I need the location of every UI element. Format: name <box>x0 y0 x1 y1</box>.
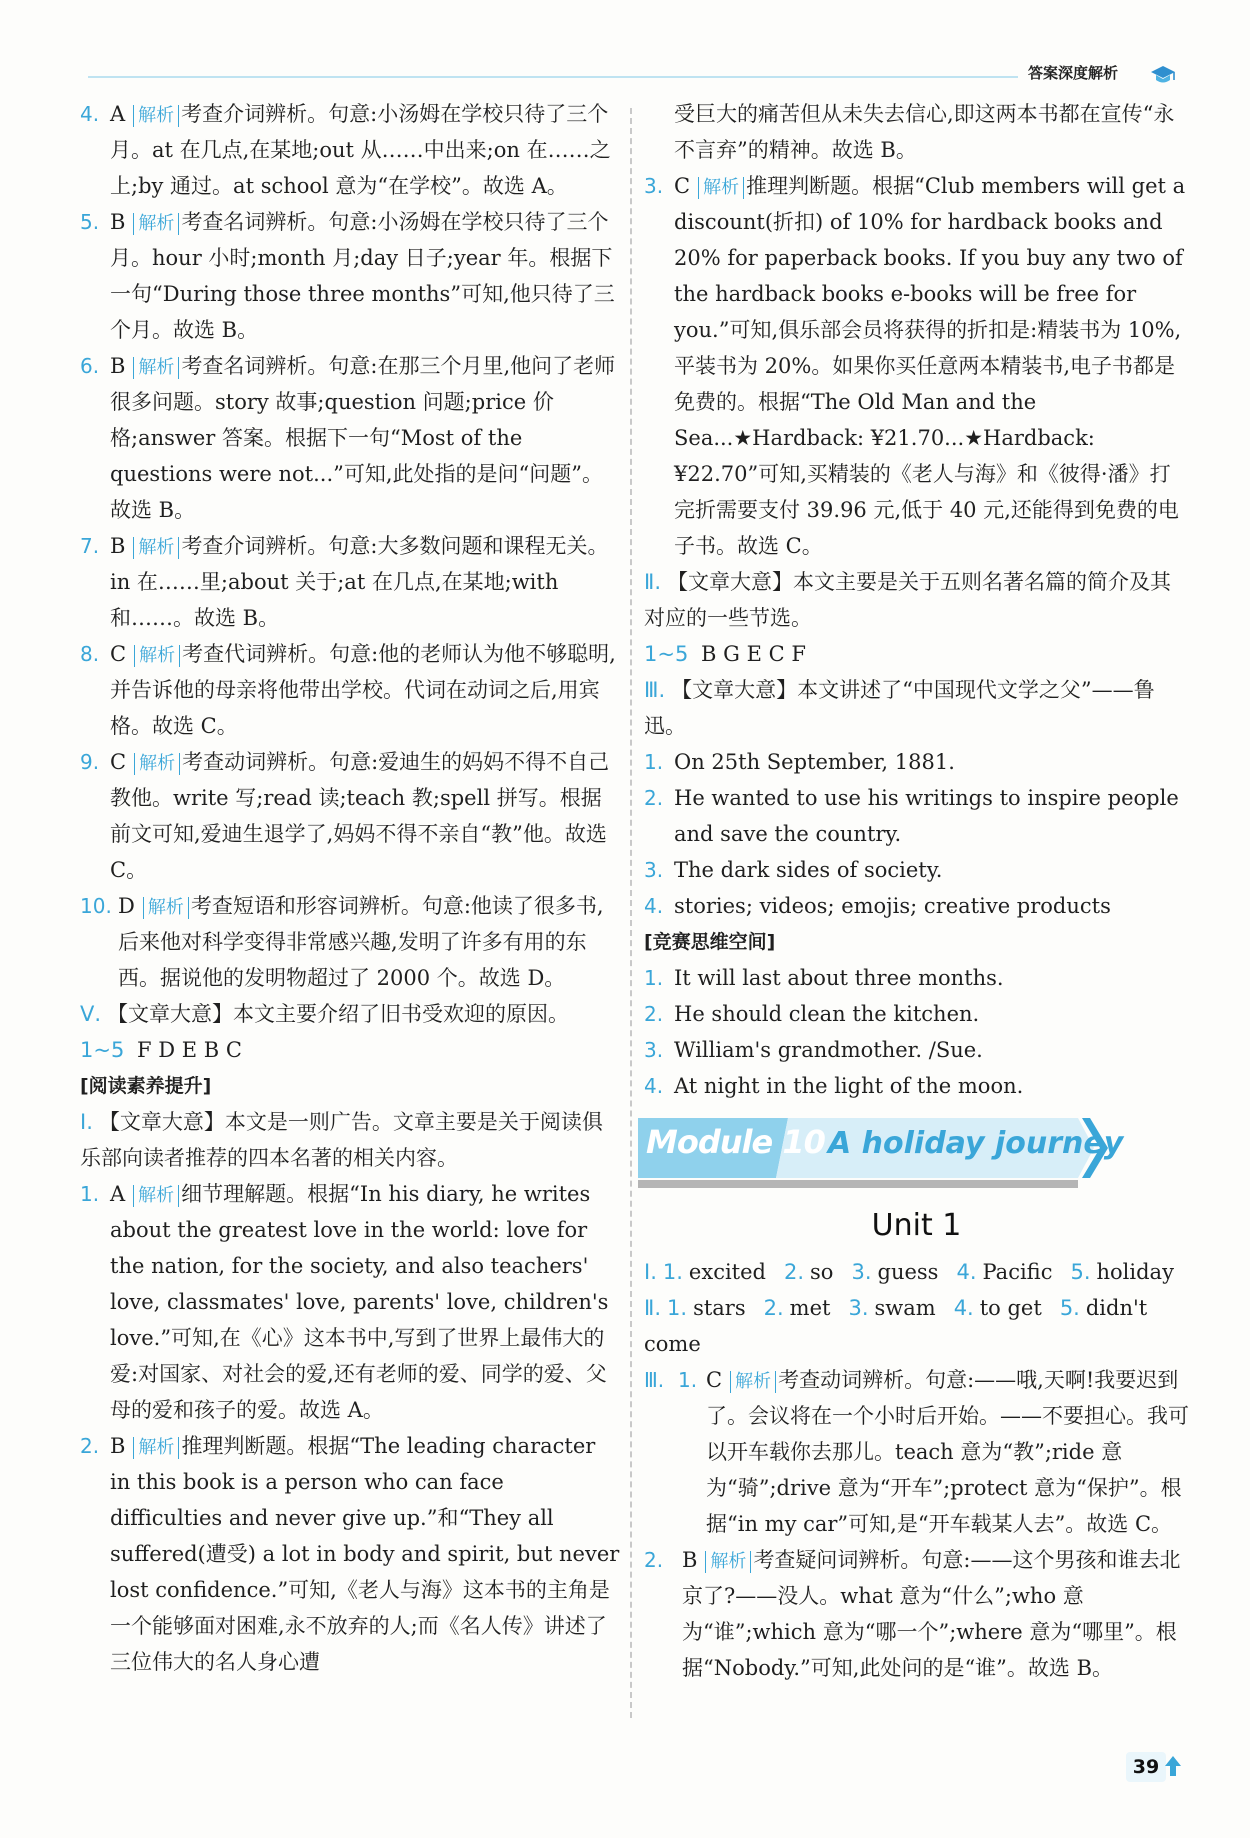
fill-row-i <box>644 1254 1189 1290</box>
item-number: 2. <box>644 1002 664 1026</box>
fill-word: so <box>810 1260 834 1284</box>
fill-section-numeral: Ⅱ. <box>644 1296 662 1320</box>
section-iii-b-numeral: Ⅲ. <box>644 1368 665 1392</box>
fill-word: holiday <box>1096 1260 1174 1284</box>
item-number: 10. <box>80 894 112 918</box>
item-explanation: 考查动词辨析。句意:——哦,天啊!我要迟到了。会议将在一个小时后开始。——不要担心。我可以开车载你去那儿。teach 意为“教”;ride 意为“骑”;drive 意为“开车”;protect 意为“保护”。根据“in my car”可知,是“开车载某人去”。故选 C。 <box>706 1368 1189 1536</box>
answer-item <box>80 636 620 744</box>
answer-item <box>644 1542 1189 1686</box>
answer-item <box>80 204 620 348</box>
item-explanation: It will last about three months. <box>674 966 1004 990</box>
item-answer: D <box>118 894 135 918</box>
item-answer: C <box>110 750 127 774</box>
header-rule <box>88 76 1018 78</box>
item-number: 4. <box>644 1074 664 1098</box>
contest-answer-list <box>644 960 1189 1104</box>
section-iii-numeral: Ⅲ. <box>644 678 666 702</box>
analysis-tag: 解析 <box>705 1551 751 1573</box>
item-answer: B <box>682 1548 698 1572</box>
fill-number: 3. <box>848 1296 869 1320</box>
fill-number: 5. <box>1070 1260 1091 1284</box>
continuation-text: 受巨大的痛苦但从未失去信心,即这两本书都在宣传“永不言弃”的精神。故选 B。 <box>674 102 1175 162</box>
analysis-tag: 解析 <box>133 357 179 379</box>
fill-word: stars <box>693 1296 746 1320</box>
analysis-tag: 解析 <box>133 537 179 559</box>
fill-number: 2. <box>763 1296 784 1320</box>
header-title: 答案深度解析 <box>1028 64 1119 82</box>
fill-section-numeral: Ⅰ. <box>644 1260 657 1284</box>
graduation-cap-icon <box>1150 64 1176 86</box>
analysis-tag: 解析 <box>134 753 180 775</box>
item-explanation: He wanted to use his writings to inspire people and save the country. <box>674 786 1179 846</box>
item-number: 2. <box>644 786 664 810</box>
item-number: 2. <box>80 1434 100 1458</box>
item-number: 6. <box>80 354 100 378</box>
item-explanation: 细节理解题。根据“In his diary, he writes about the greatest love in the world: love for the nation, for the society, and also teachers' love, classmates' love, parents' love, children's love.”可知,在《心》这本书中,写到了世界上最伟大的爱:对国家、对社会的爱,还有老师的爱、同学的爱、父母的爱和孩子的爱。故选 A。 <box>110 1182 609 1422</box>
module-label: Module 10 <box>646 1123 825 1161</box>
answer-item <box>80 888 620 996</box>
fill-row-ii <box>644 1290 1189 1362</box>
answer-item <box>644 744 1189 780</box>
section-ii-answer-letters: B G E C F <box>701 642 806 666</box>
item-number: 3. <box>644 174 664 198</box>
answer-item <box>80 96 620 204</box>
fill-number: 1. <box>667 1296 688 1320</box>
fill-number: 2. <box>783 1260 805 1284</box>
reading-section-label: [阅读素养提升] <box>80 1075 212 1097</box>
item-number: 5. <box>80 210 100 234</box>
fill-word: to get <box>979 1296 1042 1320</box>
item-explanation: 考查疑问词辨析。句意:——这个男孩和谁去北京了?——没人。what 意为“什么”;who 意为“谁”;which 意为“哪一个”;where 意为“哪里”。根据“Nobody.”可知,此处问的是“谁”。故选 B。 <box>682 1548 1181 1680</box>
section-v-answers <box>80 1032 620 1068</box>
item-answer: C <box>110 642 127 666</box>
analysis-tag: 解析 <box>133 1185 179 1207</box>
answer-item <box>644 888 1189 924</box>
fill-number: 3. <box>851 1260 872 1284</box>
left-column <box>80 96 620 1680</box>
fill-word: Pacific <box>982 1260 1053 1284</box>
analysis-tag: 解析 <box>133 105 179 127</box>
answer-item <box>644 960 1189 996</box>
item-number: 4. <box>644 894 664 918</box>
item-number: 1. <box>644 750 664 774</box>
answer-item <box>644 852 1189 888</box>
answer-item <box>644 780 1189 852</box>
item-number: 9. <box>80 750 100 774</box>
item-explanation: At night in the light of the moon. <box>674 1074 1024 1098</box>
item-number: 1. <box>678 1368 698 1392</box>
item-number: 3. <box>644 858 664 882</box>
analysis-tag: 解析 <box>133 1437 179 1459</box>
section-i-numeral: Ⅰ. <box>80 1110 93 1134</box>
item-number: 3. <box>644 1038 664 1062</box>
fill-word: excited <box>688 1260 766 1284</box>
item-number: 4. <box>80 102 100 126</box>
answer-item <box>644 1362 1189 1542</box>
item-answer: B <box>110 534 126 558</box>
item-answer: B <box>110 354 126 378</box>
page-arrow-icon <box>1164 1754 1182 1778</box>
section-i-text: 【文章大意】本文是一则广告。文章主要是关于阅读俱乐部向读者推荐的四本名著的相关内容。 <box>80 1110 603 1170</box>
answer-item <box>80 528 620 636</box>
answer-item <box>80 1176 620 1428</box>
item-number: 1. <box>80 1182 100 1206</box>
fill-word: guess <box>877 1260 939 1284</box>
section-ii-numeral: Ⅱ. <box>644 570 662 594</box>
item-explanation: 考查短语和形容词辨析。句意:他读了很多书,后来他对科学变得非常感兴趣,发明了许多有用的东西。据说他的发明物超过了 2000 个。故选 D。 <box>118 894 604 990</box>
item-explanation: 考查介词辨析。句意:大多数问题和课程无关。in 在……里;about 关于;at 在几点,在某地;with 和……。故选 B。 <box>110 534 609 630</box>
item-explanation: 考查名词辨析。句意:在那三个月里,他问了老师很多问题。story 故事;question 问题;price 价格;answer 答案。根据下一句“Most of the questions were not...”可知,此处指的是问“问题”。故选 B。 <box>110 354 616 522</box>
item-number: 2. <box>644 1548 664 1572</box>
answer-item <box>80 348 620 528</box>
item-answer: A <box>110 102 126 126</box>
section-v-numeral: Ⅴ. <box>80 1002 102 1026</box>
unit-title: Unit 1 <box>871 1208 962 1243</box>
section-iii-choice-list <box>644 1362 1189 1686</box>
answer-item <box>644 1032 1189 1068</box>
item-explanation: The dark sides of society. <box>674 858 943 882</box>
item-answer: A <box>110 1182 126 1206</box>
item-explanation: 考查代词辨析。句意:他的老师认为他不够聪明,并告诉他的母亲将他带出学校。代词在动词之后,用宾格。故选 C。 <box>110 642 616 738</box>
left-answer-list <box>80 96 620 996</box>
item-explanation: 考查动词辨析。句意:爱迪生的妈妈不得不自己教他。write 写;read 读;teach 教;spell 拼写。根据前文可知,爱迪生退学了,妈妈不得不亲自“教”他。故选 C。 <box>110 750 610 882</box>
analysis-tag: 解析 <box>730 1371 776 1393</box>
analysis-tag: 解析 <box>133 213 179 235</box>
analysis-tag: 解析 <box>698 177 744 199</box>
item-explanation: William's grandmother. /Sue. <box>674 1038 983 1062</box>
item-answer: C <box>706 1368 723 1392</box>
fill-word: swam <box>874 1296 936 1320</box>
section-ii-answers <box>644 636 1189 672</box>
item-explanation: 考查介词辨析。句意:小汤姆在学校只待了三个月。at 在几点,在某地;out 从……中出来;on 在……之上;by 通过。at school 意为“在学校”。故选 A。 <box>110 102 611 198</box>
module-banner <box>638 1112 1189 1192</box>
fill-number: 5. <box>1059 1296 1080 1320</box>
answer-item <box>80 744 620 888</box>
item-number: 8. <box>80 642 100 666</box>
right-column <box>644 96 1189 1686</box>
fill-number: 1. <box>662 1260 683 1284</box>
answer-item <box>644 1068 1189 1104</box>
section-ii-summary <box>644 564 1189 636</box>
section-v-text: 【文章大意】本文主要介绍了旧书受欢迎的原因。 <box>107 1002 570 1026</box>
fill-number: 4. <box>953 1296 974 1320</box>
analysis-tag: 解析 <box>134 645 180 667</box>
item-explanation: On 25th September, 1881. <box>674 750 955 774</box>
item-answer: B <box>110 210 126 234</box>
fill-word: met <box>789 1296 831 1320</box>
contest-section-label: [竞赛思维空间] <box>644 931 776 953</box>
analysis-tag: 解析 <box>143 897 189 919</box>
item-number: 7. <box>80 534 100 558</box>
section-ii-range: 1~5 <box>644 642 689 666</box>
section-v-answer-letters: F D E B C <box>137 1038 242 1062</box>
item-number: 1. <box>644 966 664 990</box>
reading-answer-list <box>80 1176 620 1680</box>
answer-item <box>644 996 1189 1032</box>
item-explanation: 考查名词辨析。句意:小汤姆在学校只待了三个月。hour 小时;month 月;day 日子;year 年。根据下一句“During those three months”可知,他只待了三个月。故选 B。 <box>110 210 615 342</box>
section-iii-answer-list <box>644 744 1189 924</box>
item-explanation: 推理判断题。根据“The leading character in this book is a person who can face difficulties and never give up.”和“They all suffered(遭受) a lot in body and spirit, but never lost confidence.”可知,《老人与海》这本书的主角是一个能够面对困难,永不放弃的人;而《名人传》讲述了三位伟大的名人身心遭 <box>110 1434 620 1674</box>
item-explanation: 推理判断题。根据“Club members will get a discount(折扣) of 10% for hardback books and 20% for paperback books. If you buy any two of the hardback books e-books will be free for you.”可知,俱乐部会员将获得的折扣是:精装书为 10%,平装书为 20%。如果你买任意两本精装书,电子书都是免费的。根据“The Old Man and the Sea...★Hardback: ¥21.70...★Hardback: ¥22.70”可知,买精装的《老人与海》和《彼得·潘》打完折需要支付 39.96 元,低于 40 元,还能得到免费的电子书。故选 C。 <box>674 174 1186 558</box>
fill-number: 4. <box>956 1260 977 1284</box>
section-ii-text: 【文章大意】本文主要是关于五则名著名篇的简介及其对应的一些节选。 <box>644 570 1172 630</box>
fill-word: didn't come <box>644 1296 1148 1356</box>
section-iii-text: 【文章大意】本文讲述了“中国现代文学之父”——鲁迅。 <box>644 678 1155 738</box>
section-iii-summary <box>644 672 1189 744</box>
item-explanation: He should clean the kitchen. <box>674 1002 980 1026</box>
page-number: 39 <box>1126 1752 1166 1782</box>
column-divider <box>630 108 632 1718</box>
module-title: A holiday journey <box>828 1126 1124 1161</box>
item-explanation: stories; videos; emojis; creative products <box>674 894 1111 918</box>
answer-item <box>644 168 1189 564</box>
item-answer: B <box>110 1434 126 1458</box>
item-answer: C <box>674 174 691 198</box>
answer-item <box>80 1428 620 1680</box>
section-v-range: 1~5 <box>80 1038 125 1062</box>
section-v-summary <box>80 996 620 1032</box>
section-i-summary <box>80 1104 620 1176</box>
